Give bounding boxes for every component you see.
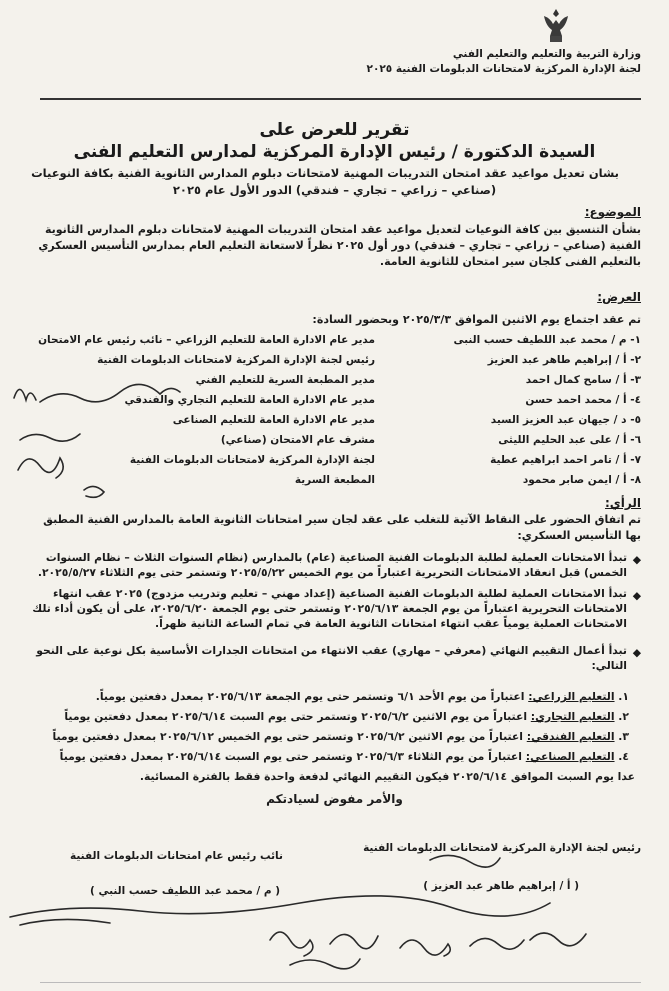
attendee-name: ٨- أ / ايمن صابر محمود [522, 474, 641, 486]
attendee-role: مدير عام الادارة العامة للتعليم التجاري والفندقي [124, 394, 375, 406]
left-signatory-title: نائب رئيس عام امتحانات الدبلومات الفنية [70, 850, 283, 862]
attendee-name: ٧- أ / تامر احمد ابراهيم عطية [490, 454, 641, 466]
regarding-line-2: (صناعي – زراعي – تجاري – فندقي) الدور الأول عام ٢٠٢٥ [172, 183, 497, 197]
opinion-intro: تم اتفاق الحضور على النقاط الآتية للتغلب على عقد لجان سير امتحانات الثانوية العامة بالمدارس الفنية المطبق بها التأسيس العسكري: [43, 513, 641, 542]
presentation-label: العرض: [597, 290, 641, 304]
attendee-name: ٢- أ / إبراهيم طاهر عبد العزيز [487, 354, 641, 366]
bullet-icon: ◆ [632, 646, 641, 659]
report-title: تقرير للعرض على [259, 120, 410, 140]
schedule-key: التعليم الزراعي: [528, 690, 615, 703]
bullet-icon: ◆ [632, 589, 641, 602]
schedule-number: ٢. [618, 710, 629, 723]
attendee-role: مدير المطبعة السرية للتعليم الفني [195, 374, 375, 386]
bullet-text: تبدأ الامتحانات العملية لطلبة الدبلومات الفنية الصناعية (عام) بالمدارس (نظام السنوات الثلاث – نظام السنوات الخمس) قبل انعقاد الامتحانات التحريرية اعتباراً من يوم الخميس ٢٠٢٥/٥/٢٢ وتستمر حتى يوم الثلاثاء ٢٠٢٥/٥/٢٧. [37, 551, 627, 579]
closing-line: والأمر مفوض لسيادتكم [266, 792, 403, 806]
attendee-name: ٣- أ / سامح كمال احمد [525, 374, 641, 386]
left-signatory-name: ( م / محمد عبد اللطيف حسب النبي ) [90, 885, 281, 897]
schedule-text: اعتباراً من يوم الأحد ٦/١ وتستمر حتى يوم الجمعة ٢٠٢٥/٦/١٣ بمعدل دفعتين يومياً. [95, 690, 525, 703]
schedule-text: اعتباراً من يوم الاثنين ٢٠٢٥/٦/٢ وتستمر حتى يوم السبت ٢٠٢٥/٦/١٤ بمعدل دفعتين يومياً [64, 710, 528, 723]
attendee-role: المطبعة السرية [294, 474, 375, 486]
attendee-name: ٥- د / جيهان عبد العزيز السيد [490, 414, 641, 426]
subject-text: بشأن التنسيق بين كافة النوعيات لتعديل مواعيد عقد امتحان التدريبات المهنية لامتحانات دبلوم المدارس الثانوية الفنية (صناعي – زراعي – تجاري – فندقي) دور أول ٢٠٢٥ نظراً لاستعانة التعليم العام بمدارس التأسيس العسكري بالتعليم الفنى كلجان سير امتحان للثانوية العامة. [38, 223, 641, 268]
bullet-text: تبدأ أعمال التقييم النهائي (معرفي – مهاري) عقب الانتهاء من امتحانات الجدارات الأساسية بكل نوعية على النحو التالي: [36, 644, 627, 672]
schedule-text: اعتباراً من يوم الاثنين ٢٠٢٥/٦/٢ وتستمر حتى يوم الخميس ٢٠٢٥/٦/١٢ بمعدل دفعتين يومياً [52, 730, 523, 743]
bullet-text: تبدأ الامتحانات العملية لطلبة الدبلومات الفنية الصناعية (إعداد مهني – تعليم وتدريب مزدوج) ٢٠٢٥ عقب انتهاء الامتحانات التحريرية اعتباراً من يوم الجمعة ٢٠٢٥/٦/١٣ وتستمر حتى يوم الجمعة ٢٠٢٥/٦/٢٠، على أن يكون أداء تلك الامتحانات العملية يومياً عقب انتهاء امتحانات الثانوية العامة في تمام الساعة الثانية ظهراً. [32, 587, 627, 630]
attendee-role: مدير عام الادارة العامة للتعليم الزراعي – نائب رئيس عام الامتحان [38, 334, 375, 346]
attendee-name: ١- م / محمد عبد اللطيف حسب النبى [453, 334, 641, 346]
schedule-tail: عدا يوم السبت الموافق ٢٠٢٥/٦/١٤ فيكون التقييم النهائي لدفعة واحدة فقط بالفترة المسائية. [139, 770, 635, 783]
attendee-role: مدير عام الادارة العامة للتعليم الصناعى [172, 414, 375, 426]
opinion-label: الرأي: [605, 496, 641, 510]
right-signatory-title: رئيس لجنة الإدارة المركزية لامتحانات الدبلومات الفنية [363, 842, 641, 854]
schedule-number: ١. [618, 690, 629, 703]
regarding-line-1: بشان تعديل مواعيد عقد امتحان التدريبات المهنية لامتحانات دبلوم المدارس الثانوية الفنية بكافة النوعيات [31, 166, 619, 180]
schedule-key: التعليم الفندقي: [526, 730, 615, 743]
attendee-role: رئيس لجنة الإدارة المركزية لامتحانات الدبلومات الفنية [97, 354, 375, 366]
schedule-number: ٤. [618, 750, 629, 763]
meeting-intro: تم عقد اجتماع يوم الاثنين الموافق ٢٠٢٥/٣/٣ وبحضور السادة: [312, 313, 641, 326]
right-signatory-name: ( أ / إبراهيم طاهر عبد العزيز ) [423, 880, 579, 892]
attendee-role: مشرف عام الامتحان (صناعي) [220, 434, 375, 446]
schedule-text: اعتباراً من يوم الثلاثاء ٢٠٢٥/٦/٣ وتستمر حتى يوم السبت ٢٠٢٥/٦/١٤ بمعدل دفعتين يومياً [59, 750, 522, 763]
ministry-name: وزارة التربية والتعليم والتعليم الفني [452, 48, 641, 60]
subject-label: الموضوع: [584, 205, 641, 219]
schedule-key: التعليم التجاري: [530, 710, 615, 723]
attendee-role: لجنة الإدارة المركزية لامتحانات الدبلومات الفنية [129, 454, 375, 466]
committee-name: لجنة الإدارة المركزية لامتحانات الدبلومات الفنية ٢٠٢٥ [366, 63, 641, 75]
attendee-name: ٦- أ / على عبد الحليم الليثى [498, 434, 641, 446]
footer-divider [40, 982, 641, 983]
schedule-key: التعليم الصناعي: [525, 750, 615, 763]
attendee-name: ٤- أ / محمد احمد حسن [525, 394, 641, 406]
schedule-number: ٣. [618, 730, 629, 743]
bullet-icon: ◆ [632, 553, 641, 566]
report-addressee: السيدة الدكتورة / رئيس الإدارة المركزية لمدارس التعليم الفنى [73, 142, 596, 162]
